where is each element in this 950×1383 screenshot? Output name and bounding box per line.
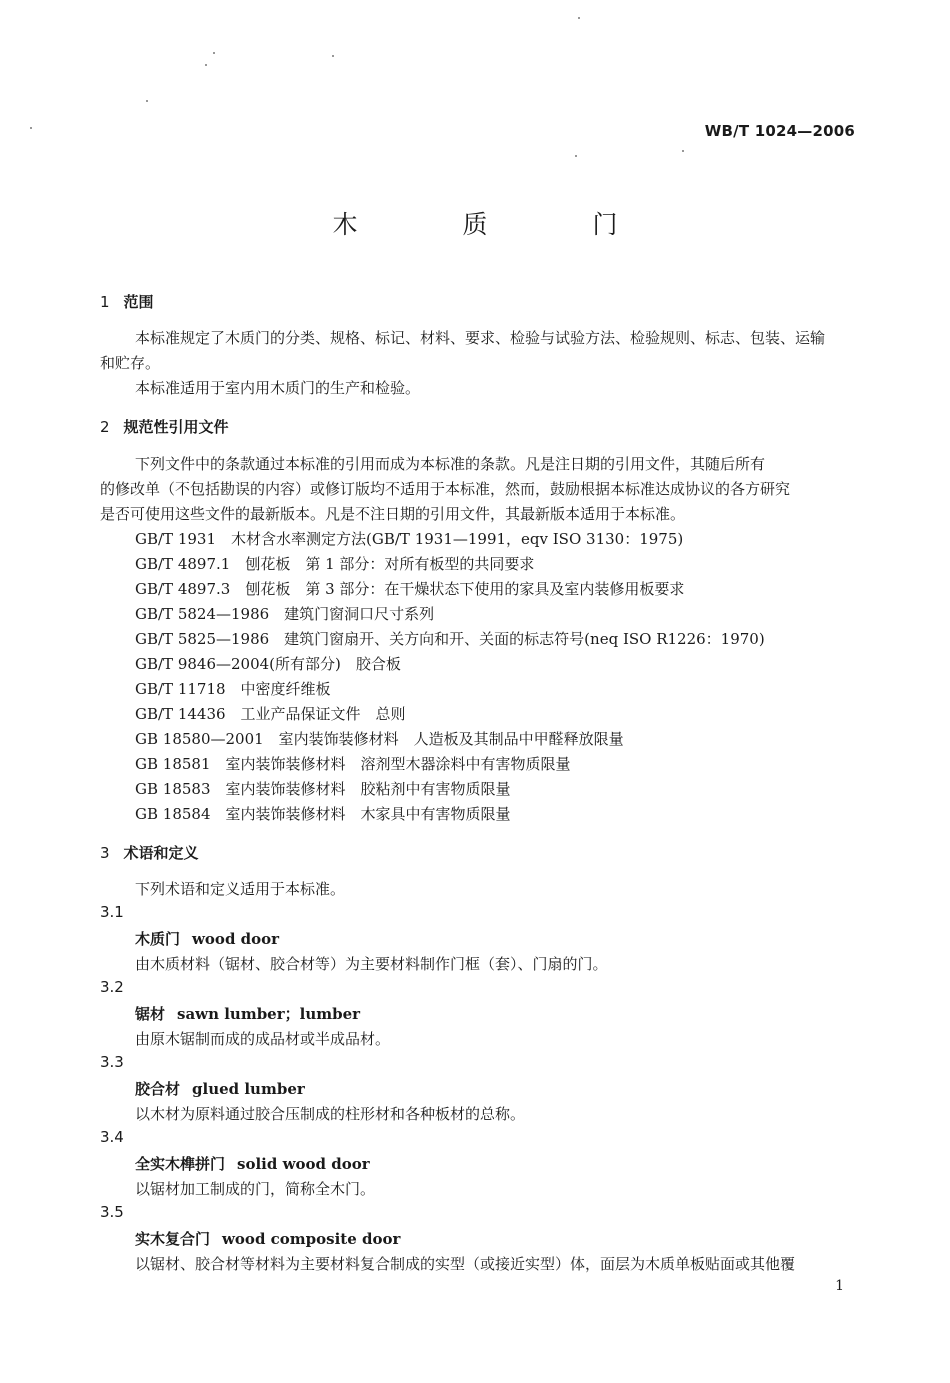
term-number: 3.5 — [100, 1203, 124, 1221]
scan-speck — [146, 100, 148, 102]
scan-speck — [30, 127, 32, 129]
reference-item: GB/T 5824—1986 建筑门窗洞口尺寸系列 — [135, 605, 435, 623]
term-number: 3.3 — [100, 1053, 124, 1071]
paragraph-line: 本标准适用于室内用木质门的生产和检验。 — [135, 379, 421, 397]
section-title: 术语和定义 — [123, 844, 199, 862]
reference-item: GB 18584 室内装饰装修材料 木家具中有害物质限量 — [135, 805, 511, 823]
scan-speck — [205, 64, 207, 66]
document-title: 木 质 门 — [332, 210, 658, 239]
scan-speck — [332, 55, 334, 57]
reference-item: GB/T 4897.3 刨花板 第 3 部分：在干燥状态下使用的家具及室内装修用板要求 — [135, 580, 685, 598]
term-heading — [135, 1153, 370, 1174]
scan-speck — [213, 52, 215, 54]
paragraph-line: 的修改单（不包括勘误的内容）或修订版均不适用于本标准，然而，鼓励根据本标准达成协议的各方研究 — [100, 480, 791, 498]
term-en: solid wood door — [237, 1155, 370, 1173]
section-number: 3 — [100, 844, 110, 862]
term-zh: 木质门 — [135, 930, 181, 948]
reference-item: GB 18580—2001 室内装饰装修材料 人造板及其制品中甲醛释放限量 — [135, 730, 624, 748]
term-heading — [135, 928, 279, 949]
term-number: 3.1 — [100, 903, 124, 921]
section-title: 规范性引用文件 — [123, 418, 229, 436]
term-definition: 以锯材、胶合材等材料为主要材料复合制成的实型（或接近实型）体，面层为木质单板贴面或其他覆 — [135, 1255, 796, 1273]
term-definition: 以锯材加工制成的门，简称全木门。 — [135, 1180, 376, 1198]
term-heading — [135, 1228, 400, 1249]
term-zh: 胶合材 — [135, 1080, 181, 1098]
term-number: 3.4 — [100, 1128, 124, 1146]
section-number: 2 — [100, 418, 110, 436]
reference-item: GB/T 5825—1986 建筑门窗扇开、关方向和开、关面的标志符号(neq ISO R1226：1970) — [135, 630, 765, 648]
term-heading — [135, 1003, 360, 1024]
term-en: sawn lumber；lumber — [177, 1005, 361, 1023]
reference-item: GB/T 1931 木材含水率测定方法(GB/T 1931—1991，eqv ISO 3130：1975) — [135, 530, 684, 548]
scan-speck — [575, 155, 577, 157]
term-number: 3.2 — [100, 978, 124, 996]
reference-item: GB/T 11718 中密度纤维板 — [135, 680, 331, 698]
section-1-heading — [100, 291, 154, 312]
term-definition: 由原木锯制而成的成品材或半成品材。 — [135, 1030, 391, 1048]
paragraph-line: 下列术语和定义适用于本标准。 — [135, 880, 346, 898]
term-zh: 实木复合门 — [135, 1230, 211, 1248]
page-number: 1 — [835, 1278, 844, 1294]
paragraph-line: 本标准规定了木质门的分类、规格、标记、材料、要求、检验与试验方法、检验规则、标志、包装、运输 — [135, 329, 826, 347]
term-zh: 锯材 — [135, 1005, 166, 1023]
section-3-heading — [100, 842, 199, 863]
section-2-heading — [100, 416, 229, 437]
reference-item: GB/T 4897.1 刨花板 第 1 部分：对所有板型的共同要求 — [135, 555, 535, 573]
term-definition: 以木材为原料通过胶合压制成的柱形材和各种板材的总称。 — [135, 1105, 526, 1123]
term-en: wood composite door — [222, 1230, 401, 1248]
section-title: 范围 — [123, 293, 154, 311]
reference-item: GB/T 14436 工业产品保证文件 总则 — [135, 705, 406, 723]
term-heading — [135, 1078, 305, 1099]
paragraph-line: 和贮存。 — [100, 354, 161, 372]
scan-speck — [682, 150, 684, 152]
reference-item: GB 18583 室内装饰装修材料 胶粘剂中有害物质限量 — [135, 780, 511, 798]
reference-item: GB/T 9846—2004(所有部分) 胶合板 — [135, 655, 401, 673]
paragraph-line: 是否可使用这些文件的最新版本。凡是不注日期的引用文件，其最新版本适用于本标准。 — [100, 505, 686, 523]
term-definition: 由木质材料（锯材、胶合材等）为主要材料制作门框（套）、门扇的门。 — [135, 955, 608, 973]
term-en: wood door — [192, 930, 280, 948]
term-zh: 全实木榫拼门 — [135, 1155, 226, 1173]
reference-item: GB 18581 室内装饰装修材料 溶剂型木器涂料中有害物质限量 — [135, 755, 571, 773]
document-number: WB/T 1024—2006 — [704, 122, 855, 140]
term-en: glued lumber — [192, 1080, 305, 1098]
paragraph-line: 下列文件中的条款通过本标准的引用而成为本标准的条款。凡是注日期的引用文件，其随后所有 — [135, 455, 766, 473]
scan-speck — [578, 17, 580, 19]
section-number: 1 — [100, 293, 110, 311]
